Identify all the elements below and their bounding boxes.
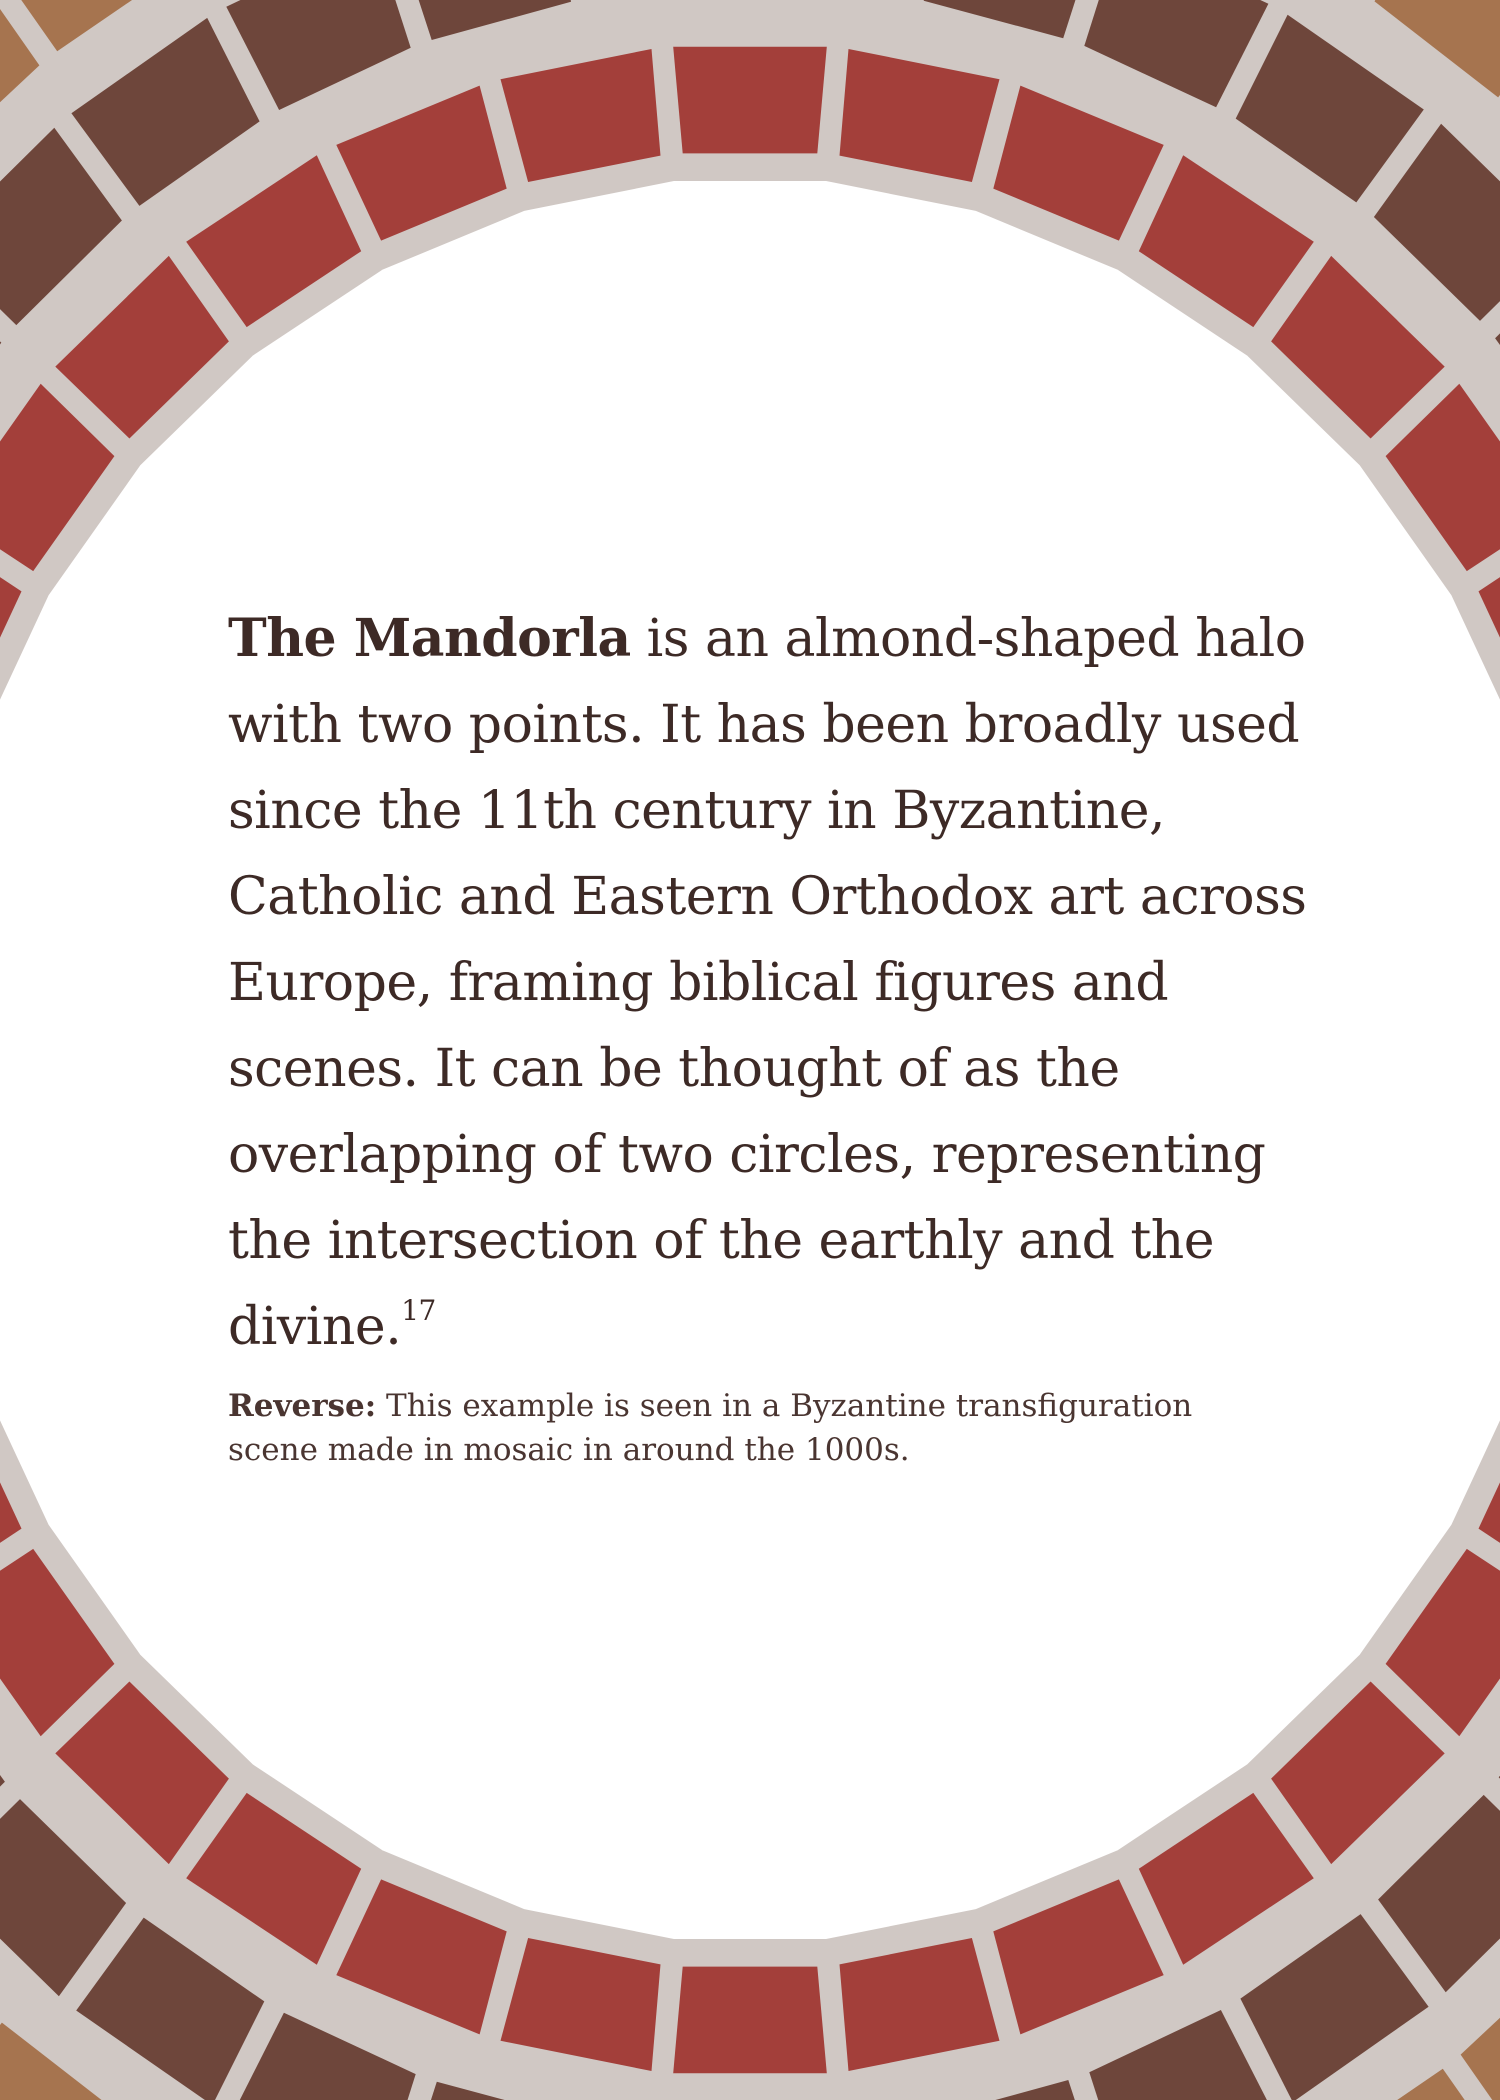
card-text [228,596,1338,1472]
reverse-note [228,1384,1228,1472]
term-heading: The Mandorla [228,608,631,669]
reverse-label: Reverse: [228,1388,377,1424]
reverse-description: This example is seen in a Byzantine transfiguration scene made in mosaic in around the 1000s. [228,1388,1193,1468]
description-text: is an almond-shaped halo with two points. It has been broadly used since the 11th century in Byzantine, Catholic and Eastern Orthodox art across Europe, framing biblical figures and scenes. It can be thought of as the overlapping of two circles, representing the intersection of the earthly and the divine. [228,609,1307,1357]
footnote-reference: 17 [401,1294,436,1327]
inner-ring-tile [673,47,827,154]
inner-ring-tile [673,1967,827,2074]
description-paragraph [228,596,1338,1370]
